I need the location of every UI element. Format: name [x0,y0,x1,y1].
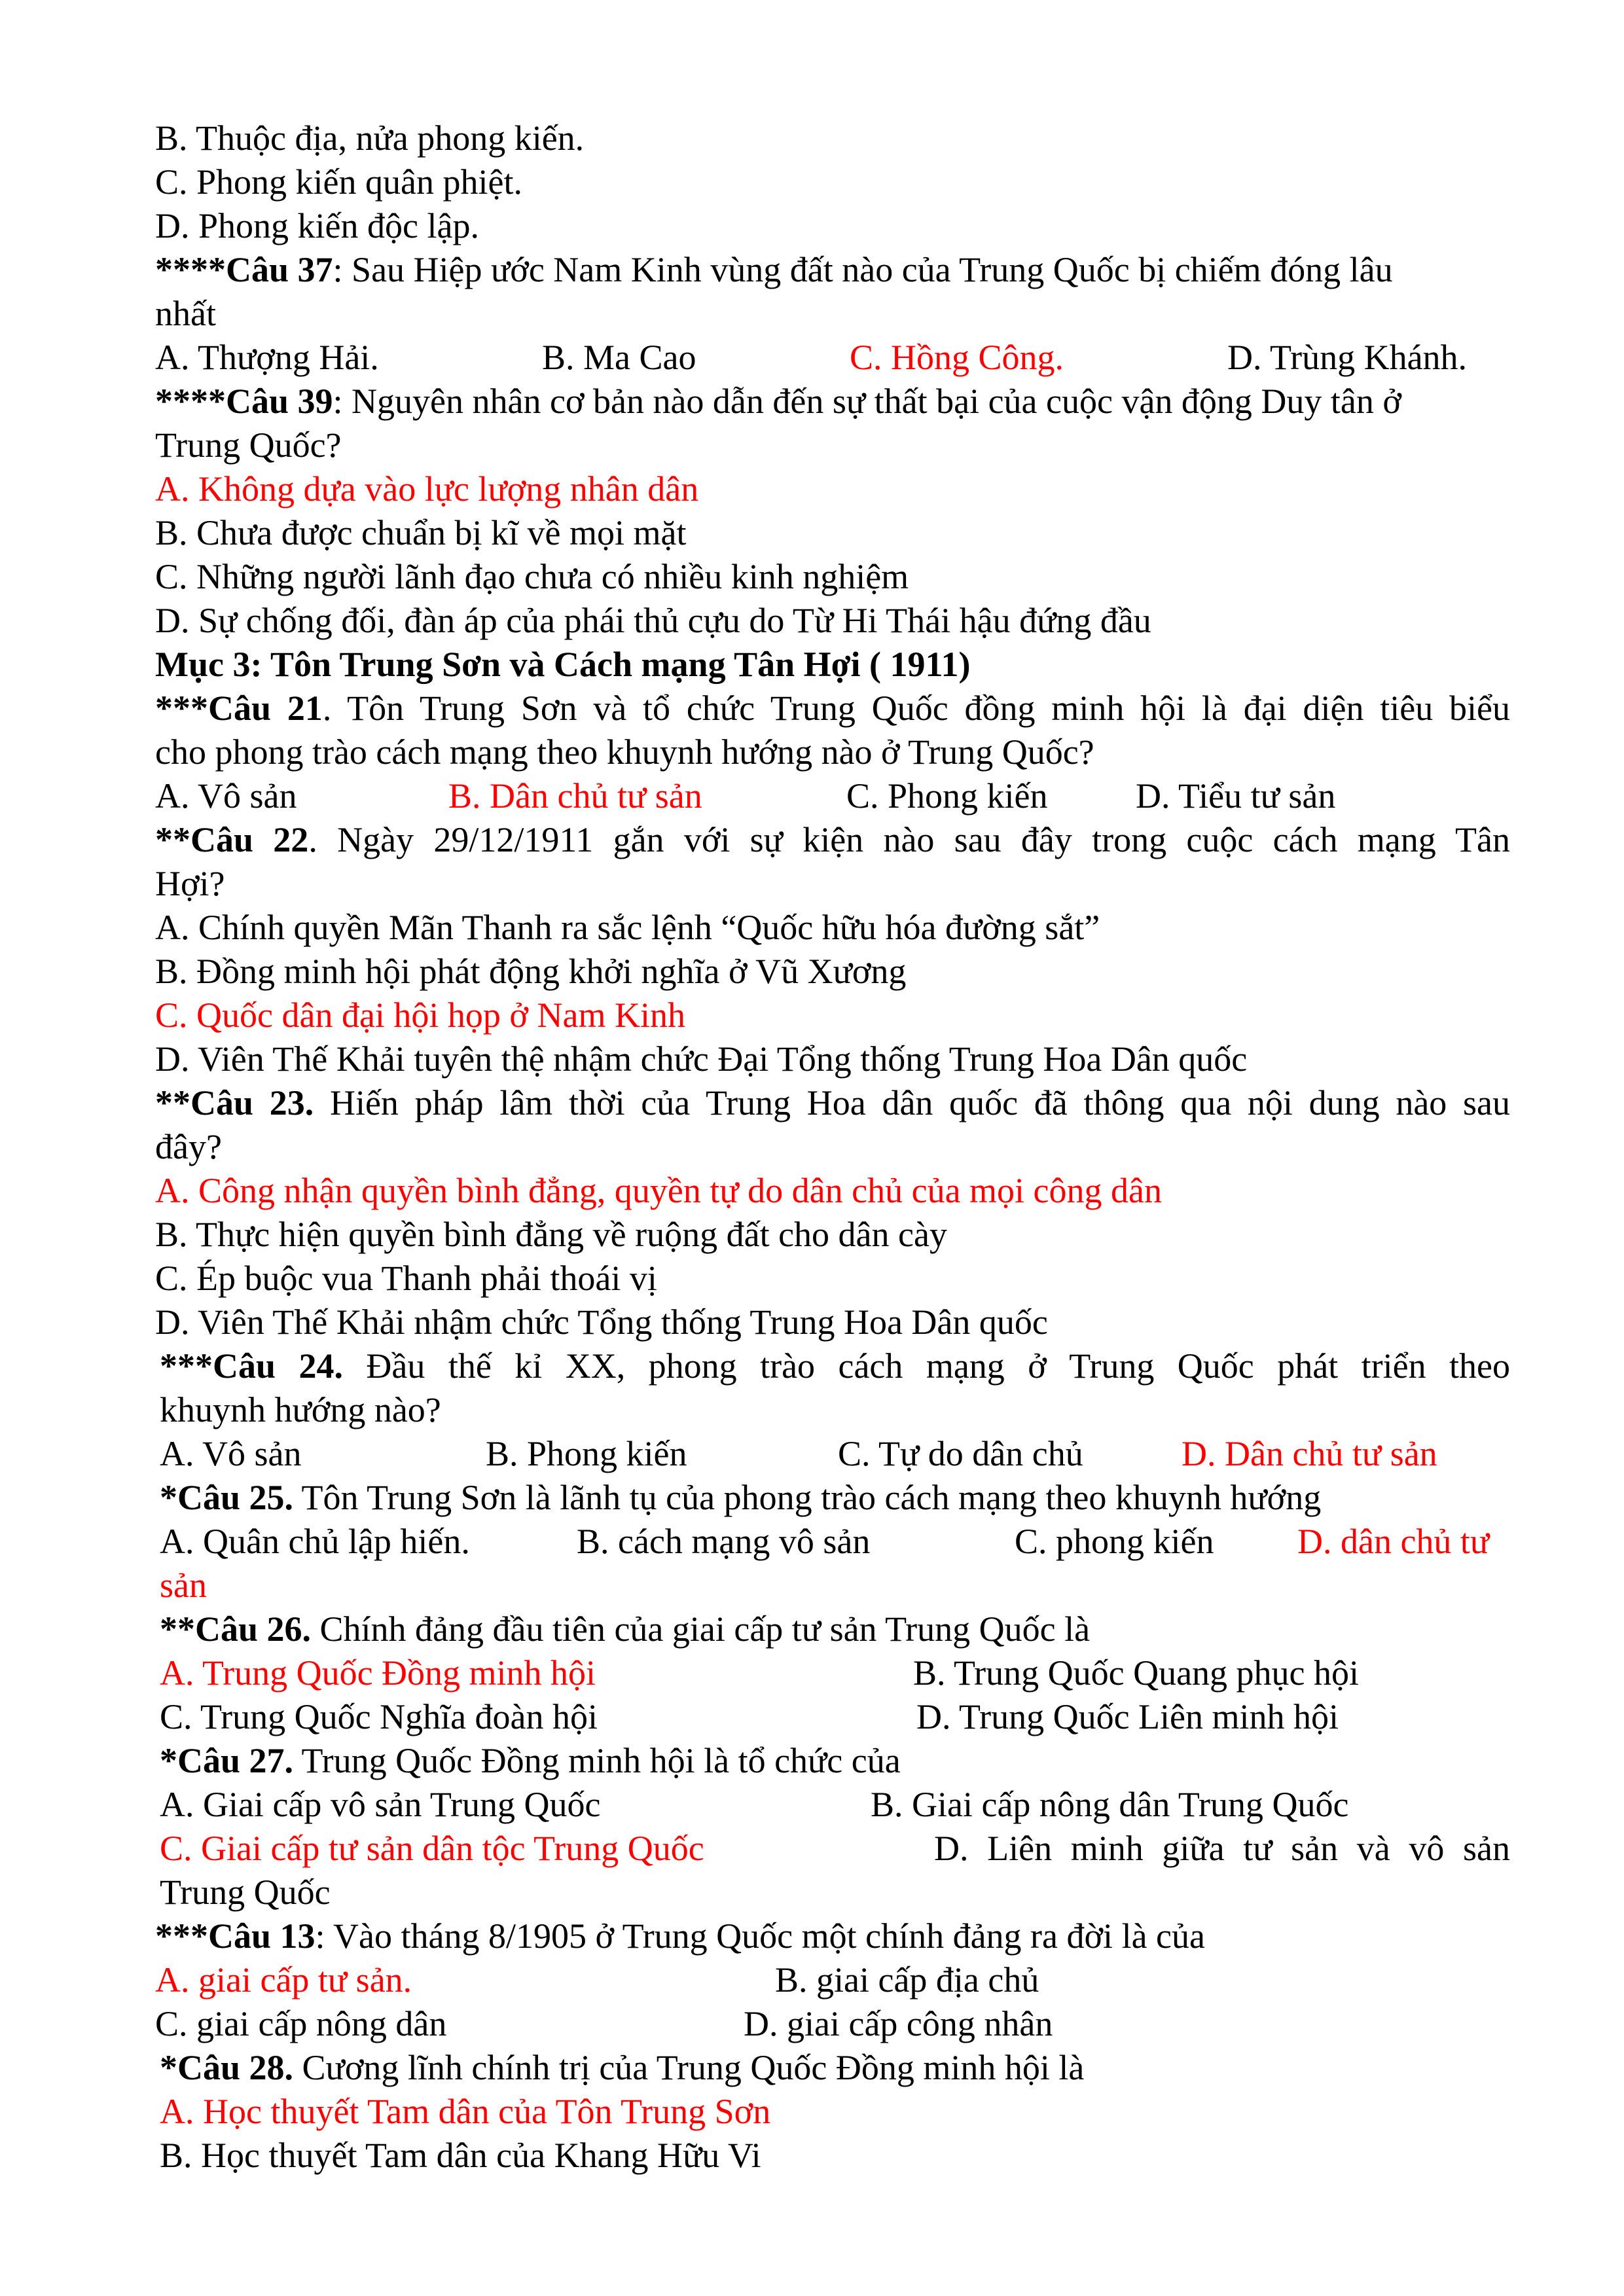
question-22-cont: Hợi? [155,864,225,903]
question-13-options-row2 [155,2002,1510,2046]
option-d-cont: Trung Quốc [160,1873,331,1912]
question-23-text: Hiến pháp lâm thời của Trung Hoa dân quốc đã thông qua nội dung nào sau [314,1083,1510,1122]
option-b: B. Đồng minh hội phát động khởi nghĩa ở Vũ Xương [155,952,907,991]
section-heading: Mục 3: Tôn Trung Sơn và Cách mạng Tân Hợi ( 1911) [155,645,971,684]
question-25 [160,1476,1515,1520]
question-24-number: ***Câu 24. [160,1346,343,1386]
question-37-text: : Sau Hiệp ước Nam Kinh vùng đất nào của Trung Quốc bị chiếm đóng lâu [333,250,1393,289]
question-25-options [160,1520,1515,1564]
option-a: A. Giai cấp vô sản Trung Quốc [160,1785,601,1824]
option-d-correct-cont: sản [160,1566,207,1605]
option-c: C. Những người lãnh đạo chưa có nhiều kinh nghiệm [155,557,909,596]
option-b: B. Ma Cao [542,338,696,377]
option-a-correct: A. giai cấp tư sản. [155,1960,412,2000]
option-d: D. Trùng Khánh. [1227,338,1468,377]
option-c: C. Trung Quốc Nghĩa đoàn hội [160,1697,598,1736]
option-b: B. Thực hiện quyền bình đẳng về ruộng đất cho dân cày [155,1215,947,1254]
question-37-cont: nhất [155,294,216,333]
question-21-text: . Tôn Trung Sơn và tổ chức Trung Quốc đồng minh hội là đại diện tiêu biểu [322,689,1511,728]
option-a: A. Quân chủ lập hiến. [160,1522,470,1561]
option-d: D. Sự chống đối, đàn áp của phái thủ cựu do Từ Hi Thái hậu đứng đầu [155,601,1151,640]
question-37-number: ****Câu 37 [155,250,333,289]
option-c-correct: C. Giai cấp tư sản dân tộc Trung Quốc [160,1829,704,1868]
option-b: B. Giai cấp nông dân Trung Quốc [871,1785,1349,1824]
question-39-number: ****Câu 39 [155,382,333,421]
option-d: D. Liên minh giữa tư sản và vô sản [934,1829,1510,1868]
question-13-number: ***Câu 13 [155,1916,316,1956]
question-25-text: Tôn Trung Sơn là lãnh tụ của phong trào cách mạng theo khuynh hướng [293,1478,1322,1517]
question-13 [155,1914,1510,1958]
question-24-text: Đầu thế kỉ XX, phong trào cách mạng ở Trung Quốc phát triển theo [342,1346,1510,1386]
question-27-text: Trung Quốc Đồng minh hội là tổ chức của [293,1741,901,1780]
option-b: B. giai cấp địa chủ [775,1960,1039,2000]
question-23 [155,1081,1510,1125]
question-23-cont: đây? [155,1127,222,1166]
option-a: A. Vô sản [160,1434,302,1473]
question-26 [160,1607,1515,1651]
option-d-correct: D. dân chủ tư [1297,1522,1490,1561]
option-d-correct: D. Dân chủ tư sản [1182,1434,1437,1473]
option-b: B. Chưa được chuẩn bị kĩ về mọi mặt [155,513,687,552]
question-21-number: ***Câu 21 [155,689,323,728]
option-a-correct: A. Học thuyết Tam dân của Tôn Trung Sơn [160,2092,771,2131]
question-23-number: **Câu 23. [155,1083,314,1122]
option-a: A. Chính quyền Mãn Thanh ra sắc lệnh “Quốc hữu hóa đường sắt” [155,908,1100,947]
question-24 [160,1344,1510,1388]
option-b-correct: B. Dân chủ tư sản [448,776,702,816]
option-d: D. Tiểu tư sản [1136,776,1336,816]
question-21-options [155,774,1510,818]
question-26-options-row2 [160,1695,1515,1739]
question-25-number: *Câu 25. [160,1478,294,1517]
option-c-correct: C. Hồng Công. [850,338,1064,377]
option-c: C. phong kiến [1015,1522,1214,1561]
question-26-text: Chính đảng đầu tiên của giai cấp tư sản Trung Quốc là [311,1609,1091,1649]
question-27 [160,1739,1515,1783]
question-28 [160,2046,1515,2090]
option-c: C. Ép buộc vua Thanh phải thoái vị [155,1259,657,1298]
option-a-correct: A. Không dựa vào lực lượng nhân dân [155,469,699,509]
option-a-correct: A. Trung Quốc Đồng minh hội [160,1653,596,1693]
option-c: C. giai cấp nông dân [155,2004,447,2043]
question-28-number: *Câu 28. [160,2048,294,2087]
option-d: D. Trung Quốc Liên minh hội [916,1697,1339,1736]
question-37 [155,248,1510,292]
question-26-number: **Câu 26. [160,1609,312,1649]
option-b: B. Phong kiến [486,1434,687,1473]
question-22-text: . Ngày 29/12/1911 gắn với sự kiện nào sau đây trong cuộc cách mạng Tân [308,820,1511,859]
option-b: B. cách mạng vô sản [577,1522,871,1561]
option-c: C. Tự do dân chủ [838,1434,1083,1473]
question-13-options-row1 [155,1958,1510,2002]
option-a: A. Vô sản [155,776,297,816]
question-26-options-row1 [160,1651,1515,1695]
option-c-correct: C. Quốc dân đại hội họp ở Nam Kinh [155,996,685,1035]
question-24-cont: khuynh hướng nào? [160,1390,441,1429]
option-a-correct: A. Công nhận quyền bình đẳng, quyền tự do dân chủ của mọi công dân [155,1171,1162,1210]
question-39 [155,380,1510,423]
question-28-text: Cương lĩnh chính trị của Trung Quốc Đồng minh hội là [293,2048,1085,2087]
question-21 [155,687,1510,730]
option-d: D. Viên Thế Khải nhậm chức Tổng thống Trung Hoa Dân quốc [155,1302,1048,1342]
option-d-prev: D. Phong kiến độc lập. [155,206,479,245]
question-37-options [155,336,1510,380]
option-b: B. Trung Quốc Quang phục hội [913,1653,1360,1693]
question-22 [155,818,1510,862]
question-13-text: : Vào tháng 8/1905 ở Trung Quốc một chính đảng ra đời là của [315,1916,1205,1956]
question-27-number: *Câu 27. [160,1741,294,1780]
option-b: B. Học thuyết Tam dân của Khang Hữu Vi [160,2136,761,2175]
option-a: A. Thượng Hải. [155,338,379,377]
option-b-prev: B. Thuộc địa, nửa phong kiến. [155,118,585,158]
question-39-cont: Trung Quốc? [155,425,342,465]
question-39-text: : Nguyên nhân cơ bản nào dẫn đến sự thất bại của cuộc vận động Duy tân ở [333,382,1401,421]
option-c-prev: C. Phong kiến quân phiệt. [155,162,522,202]
option-c: C. Phong kiến [846,776,1048,816]
option-d: D. Viên Thế Khải tuyên thệ nhậm chức Đại Tổng thống Trung Hoa Dân quốc [155,1039,1248,1079]
question-24-options [160,1432,1515,1476]
question-22-number: **Câu 22 [155,820,309,859]
option-d: D. giai cấp công nhân [744,2004,1053,2043]
question-21-cont: cho phong trào cách mạng theo khuynh hướng nào ở Trung Quốc? [155,732,1094,772]
question-27-options-row2 [160,1827,1515,1871]
question-27-options-row1 [160,1783,1515,1827]
